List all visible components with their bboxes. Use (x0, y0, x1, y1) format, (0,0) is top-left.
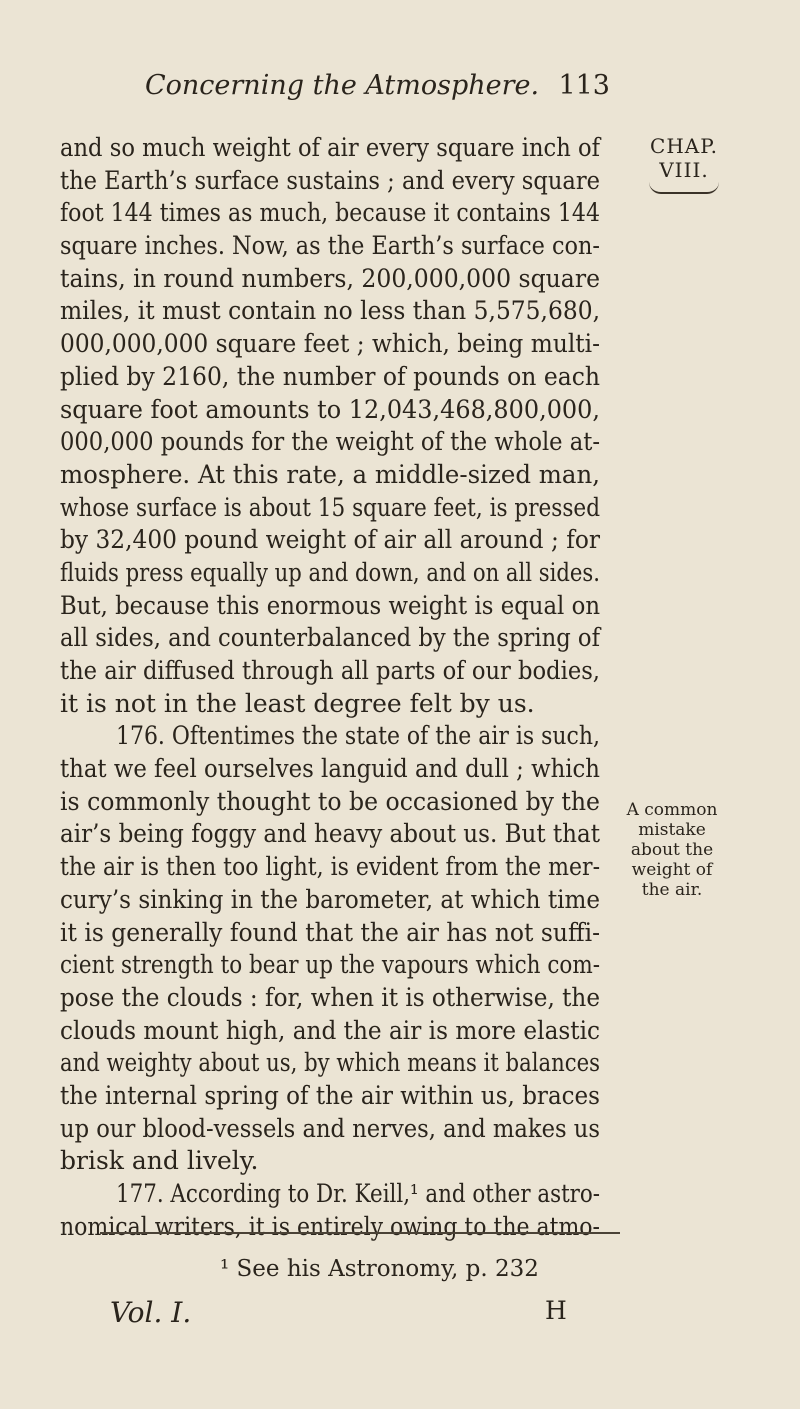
text-line: it is generally found that the air has not suffi- (60, 917, 600, 947)
text-line: brisk and lively. (60, 1146, 259, 1176)
text-line: But, because this enormous weight is equal on (60, 590, 600, 620)
text-line: and weighty about us, by which means it balances (60, 1048, 600, 1078)
margin-note-line: mistake (638, 820, 706, 840)
text-line: air’s being foggy and heavy about us. But that (60, 819, 600, 849)
chapter-number: VIII. (659, 158, 709, 182)
body-text (60, 132, 600, 1243)
footnote-divider (100, 1232, 620, 1234)
gathering-signature: H (545, 1296, 567, 1325)
text-line: plied by 2160, the number of pounds on each (60, 361, 600, 391)
text-line: cient strength to bear up the vapours which com- (60, 950, 600, 980)
text-line: cury’s sinking in the barometer, at which time (60, 884, 600, 914)
text-line: clouds mount high, and the air is more elastic (60, 1015, 600, 1045)
running-title: Concerning the Atmosphere. (145, 70, 540, 101)
text-line: foot 144 times as much, because it contains 144 (60, 198, 600, 228)
text-line: by 32,400 pound weight of air all around ; for (60, 525, 600, 555)
text-line: all sides, and counterbalanced by the spring of (60, 623, 600, 653)
text-line: mosphere. At this rate, a middle-sized man, (60, 459, 600, 489)
paragraph-start-176: 176. Oftentimes the state of the air is such, (116, 721, 600, 751)
chapter-label: CHAP. (650, 134, 718, 158)
text-line: the air is then too light, is evident from the mer- (60, 852, 600, 882)
margin-note-line: A common (626, 800, 718, 820)
margin-note (612, 800, 732, 900)
text-line: the internal spring of the air within us, braces (60, 1080, 600, 1110)
text-line: the Earth’s surface sustains ; and every square (60, 165, 600, 195)
text-line: pose the clouds : for, when it is otherwise, the (60, 982, 600, 1012)
text-line: 000,000,000 square feet ; which, being multi- (60, 329, 600, 359)
volume-signature: Vol. I. (110, 1296, 192, 1329)
text-line: it is not in the least degree felt by us. (60, 688, 535, 718)
page-number: 113 (558, 70, 610, 101)
text-line: the air diffused through all parts of our bodies, (60, 656, 600, 685)
paragraph-start-177: 177. According to Dr. Keill,¹ and other astro- (116, 1179, 600, 1208)
text-line: is commonly thought to be occasioned by the (60, 786, 600, 816)
text-line: fluids press equally up and down, and on all sides. (60, 557, 600, 587)
margin-note-line: weight of (631, 860, 713, 880)
brace-decoration (649, 182, 719, 194)
text-line: up our blood-vessels and nerves, and makes us (60, 1113, 600, 1143)
text-line: nomical writers, it is entirely owing to the atmo- (60, 1211, 600, 1241)
margin-note-line: the air. (641, 880, 703, 900)
margin-note-line: about the (630, 840, 714, 860)
text-line: whose surface is about 15 square feet, is pressed (60, 492, 600, 522)
text-line: miles, it must contain no less than 5,575,680, (60, 296, 600, 326)
footnote: ¹ See his Astronomy, p. 232 (220, 1256, 539, 1282)
text-line: and so much weight of air every square inch of (60, 133, 600, 162)
running-header (140, 70, 610, 110)
text-line: that we feel ourselves languid and dull ; which (60, 754, 600, 784)
chapter-marker (636, 134, 732, 194)
text-line: tains, in round numbers, 200,000,000 square (60, 263, 600, 293)
text-line: square foot amounts to 12,043,468,800,000, (60, 394, 600, 424)
text-line: square inches. Now, as the Earth’s surface con- (60, 231, 600, 261)
text-line: 000,000 pounds for the weight of the whole at- (60, 427, 600, 457)
